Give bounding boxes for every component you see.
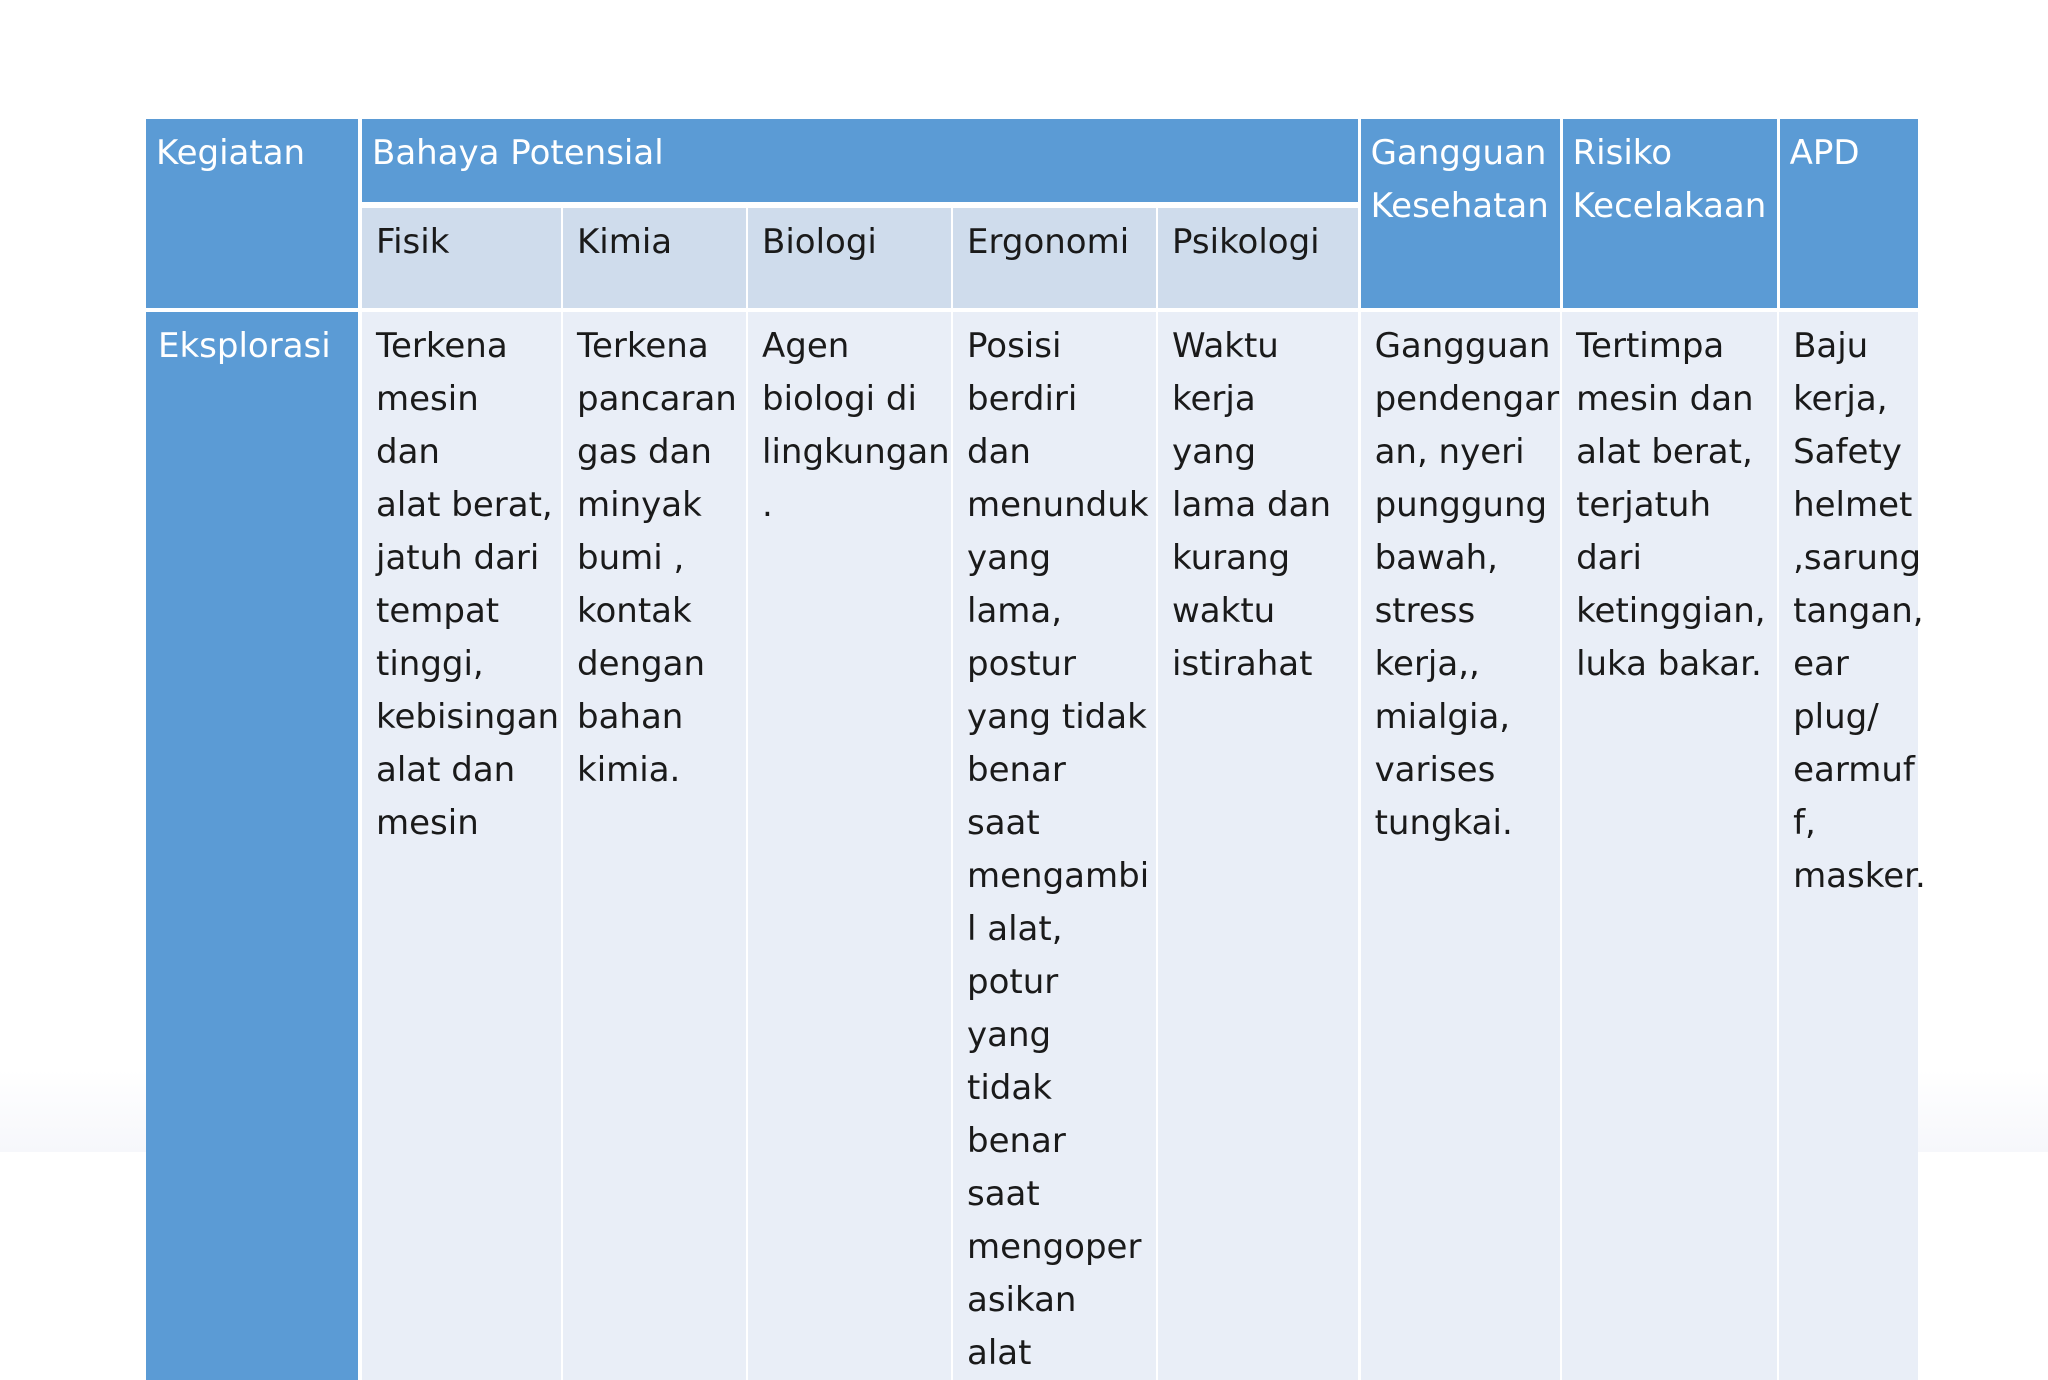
header-row: [146, 119, 1918, 205]
cell-biologi: Agen biologi di lingkungan .: [747, 310, 952, 1380]
header-risiko-kecelakaan: Risiko Kecelakaan: [1561, 119, 1778, 310]
subheader-kimia: Kimia: [562, 205, 747, 310]
table-row: [146, 310, 1918, 1380]
cell-risiko-kecelakaan: Tertimpa mesin dan alat berat, terjatuh dari ketinggian, luka bakar.: [1561, 310, 1778, 1380]
cell-apd: Baju kerja, Safety helmet ,sarung tangan, ear plug/ earmuf f, masker.: [1778, 310, 1918, 1380]
header-gangguan-kesehatan: Gangguan Kesehatan: [1359, 119, 1561, 310]
header-kegiatan: Kegiatan: [146, 119, 360, 310]
cell-ergonomi: Posisi berdiri dan menunduk yang lama, postur yang tidak benar saat mengambi l alat, potur yang tidak benar saat mengoper asikan alat: [952, 310, 1157, 1380]
subheader-ergonomi: Ergonomi: [952, 205, 1157, 310]
header-apd: APD: [1778, 119, 1918, 310]
header-bahaya-potensial: Bahaya Potensial: [360, 119, 1359, 205]
subheader-psikologi: Psikologi: [1157, 205, 1359, 310]
cell-kimia: Terkena pancaran gas dan minyak bumi , kontak dengan bahan kimia.: [562, 310, 747, 1380]
cell-kegiatan: Eksplorasi: [146, 310, 360, 1380]
subheader-biologi: Biologi: [747, 205, 952, 310]
subheader-fisik: Fisik: [360, 205, 562, 310]
cell-psikologi: Waktu kerja yang lama dan kurang waktu istirahat: [1157, 310, 1359, 1380]
cell-fisik: Terkena mesin dan alat berat, jatuh dari tempat tinggi, kebisingan alat dan mesin: [360, 310, 562, 1380]
cell-gangguan-kesehatan: Gangguan pendengar an, nyeri punggung bawah, stress kerja,, mialgia, varises tungkai.: [1359, 310, 1561, 1380]
hazard-table: [146, 119, 1926, 1380]
